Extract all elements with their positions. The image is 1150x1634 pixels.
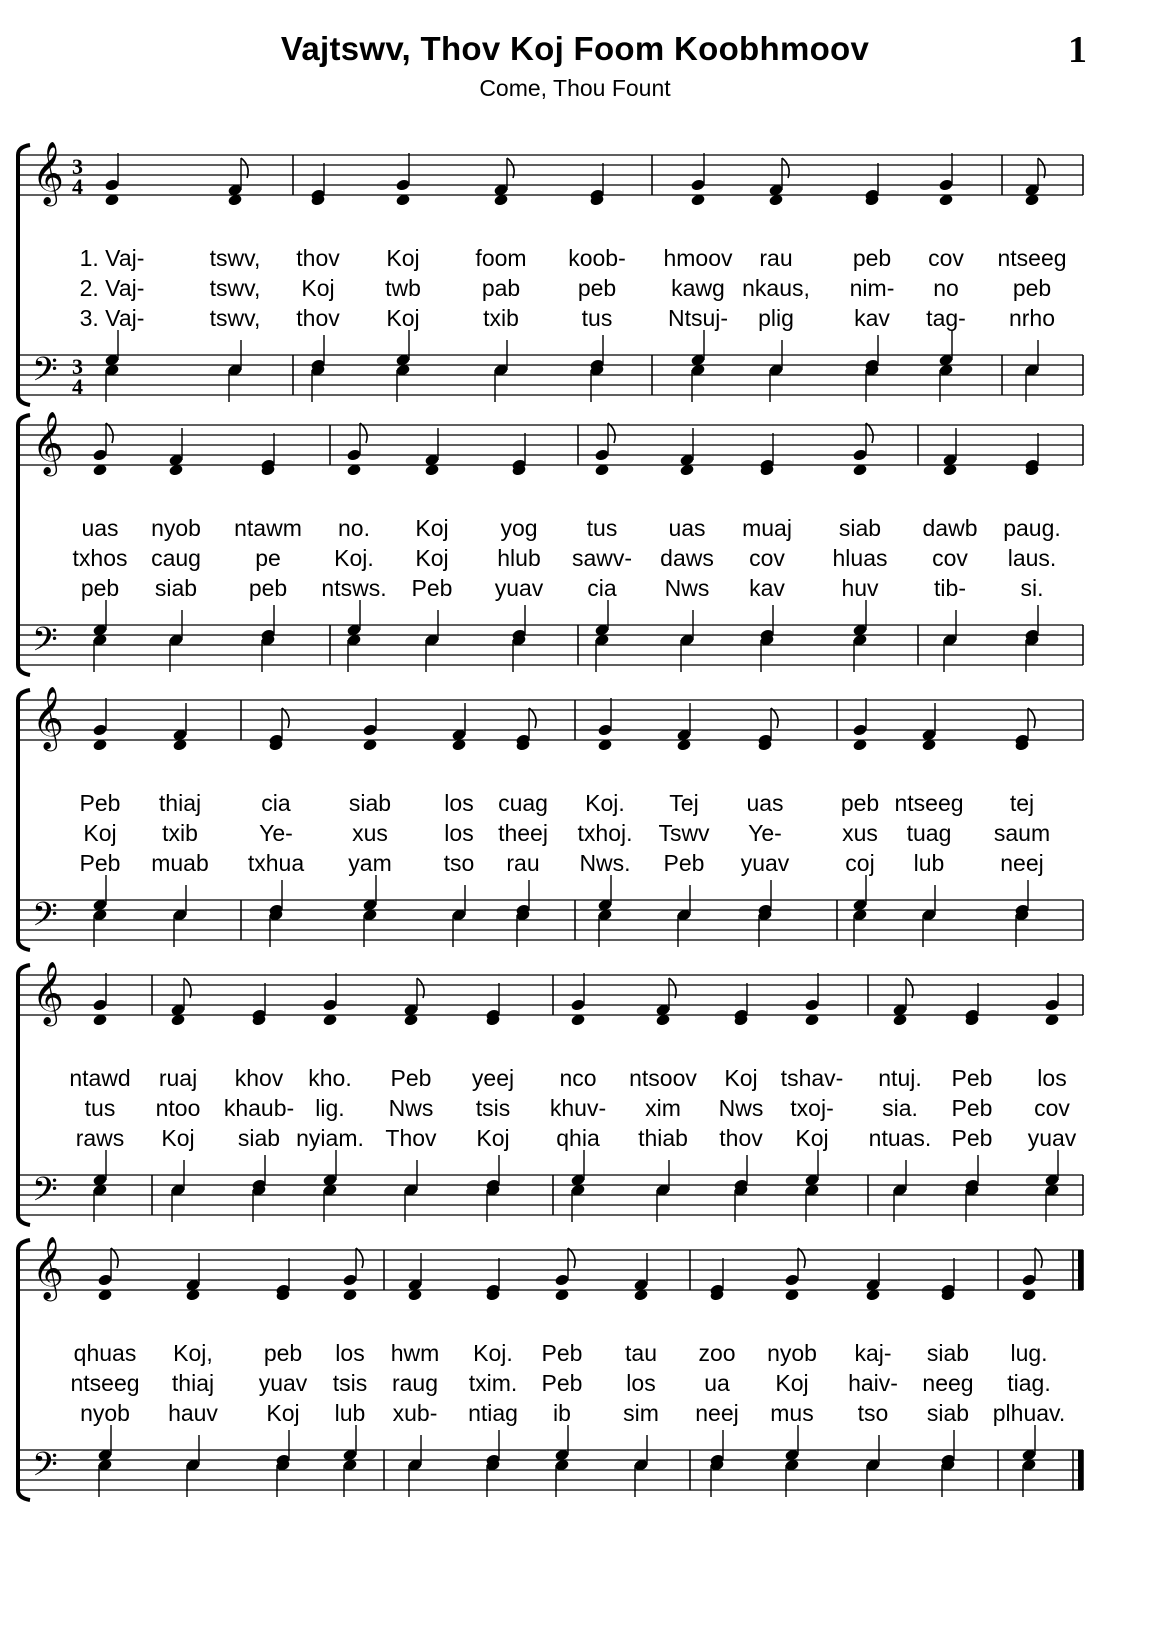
time-signature-top: 3 — [72, 154, 83, 179]
lyric-syllable: txim. — [468, 1370, 518, 1396]
lyric-syllable: peb — [852, 245, 892, 271]
lyric-syllable: sim — [623, 1400, 659, 1426]
lyric-syllable: Nws — [718, 1095, 764, 1121]
lyric-syllable: uas — [81, 515, 119, 541]
eighth-flag — [1028, 708, 1035, 728]
hymn-subtitle: Come, Thou Fount — [479, 75, 671, 101]
time-signature-top: 3 — [72, 354, 83, 379]
lyric-syllable: muab — [151, 850, 209, 876]
lyric-syllable: Peb — [951, 1125, 993, 1151]
lyric-syllable: Koj — [415, 515, 449, 541]
lyric-syllable: yuav — [494, 575, 544, 601]
lyric-syllable: qhia — [556, 1125, 600, 1151]
lyric-syllable: Koj. — [585, 790, 625, 816]
eighth-flag — [866, 423, 873, 443]
lyric-syllable: cov — [932, 545, 968, 571]
lyric-syllable: Ntsuj- — [667, 305, 729, 331]
lyric-syllable: Peb — [663, 850, 705, 876]
lyric-syllable: los — [626, 1370, 656, 1396]
verse-1-lyrics — [0, 1065, 1150, 1095]
lyric-syllable: nkaus, — [742, 275, 810, 301]
lyric-syllable: paug. — [1003, 515, 1061, 541]
lyric-syllable: plig — [758, 305, 794, 331]
lyric-syllable: ntawd — [69, 1065, 131, 1091]
lyric-syllable: lug. — [1010, 1340, 1048, 1366]
bass-clef-icon: 𝄢 — [32, 896, 58, 942]
lyric-syllable: los — [444, 820, 474, 846]
lyric-syllable: rau — [759, 245, 793, 271]
lyric-syllable: muaj — [742, 515, 792, 541]
lyric-syllable: ntsoov — [629, 1065, 697, 1091]
lyric-syllable: siab — [237, 1125, 281, 1151]
lyric-syllable: theej — [498, 820, 548, 846]
verse-2-lyrics — [0, 1095, 1150, 1125]
lyric-syllable: tsis — [332, 1370, 368, 1396]
lyric-syllable: tsis — [475, 1095, 511, 1121]
lyric-syllable: Koj — [724, 1065, 758, 1091]
lyric-syllable: peb — [1012, 275, 1052, 301]
system-1 — [0, 141, 1150, 415]
lyric-syllable: ib — [553, 1400, 571, 1426]
lyric-syllable: yuav — [1027, 1125, 1077, 1151]
lyric-syllable: uas — [668, 515, 706, 541]
lyric-syllable: yeej — [471, 1065, 515, 1091]
lyric-syllable: neeg — [922, 1370, 974, 1396]
lyric-syllable: xim — [645, 1095, 681, 1121]
lyric-syllable: txib — [483, 305, 519, 331]
eighth-flag — [111, 1248, 118, 1268]
lyric-syllable: pab — [481, 275, 521, 301]
eighth-flag — [282, 708, 289, 728]
lyric-syllable: Koj — [301, 275, 335, 301]
lyric-syllable: Koj, — [173, 1340, 213, 1366]
lyric-syllable: nyiam. — [296, 1125, 364, 1151]
lyric-syllable: hwm — [390, 1340, 440, 1366]
verse-2-lyrics — [0, 820, 1150, 850]
lyric-syllable: raug — [391, 1370, 439, 1396]
lyric-syllable: tiag. — [1007, 1370, 1051, 1396]
lyric-syllable: tuag — [906, 820, 952, 846]
bass-clef-icon: 𝄢 — [32, 351, 58, 397]
lyric-syllable: 1. Vaj- — [79, 245, 145, 271]
lyric-syllable: ntseeg — [70, 1370, 140, 1396]
lyric-syllable: mus — [770, 1400, 814, 1426]
lyric-syllable: cov — [928, 245, 964, 271]
lyric-syllable: huv — [841, 575, 879, 601]
lyric-syllable: peb — [840, 790, 880, 816]
lyric-syllable: txhoj. — [577, 820, 633, 846]
eighth-flag — [568, 1248, 575, 1268]
lyric-syllable: khuv- — [549, 1095, 607, 1121]
lyric-syllable: tus — [84, 1095, 116, 1121]
lyric-syllable: Ye- — [748, 820, 782, 846]
lyric-syllable: Koj — [795, 1125, 829, 1151]
lyric-syllable: tswv, — [209, 275, 261, 301]
lyric-syllable: Peb — [541, 1370, 583, 1396]
lyric-syllable: Peb — [79, 850, 121, 876]
bass-clef-icon: 𝄢 — [32, 1171, 58, 1217]
verse-3-lyrics — [0, 850, 1150, 880]
lyric-syllable: los — [1037, 1065, 1067, 1091]
lyric-syllable: Tswv — [658, 820, 710, 846]
lyric-syllable: hauv — [168, 1400, 218, 1426]
lyric-syllable: khaub- — [223, 1095, 295, 1121]
system-3 — [0, 686, 1150, 960]
verse-1-lyrics — [0, 1340, 1150, 1370]
lyric-syllable: cov — [1034, 1095, 1070, 1121]
lyric-syllable: tus — [586, 515, 618, 541]
bass-clef-icon: 𝄢 — [32, 621, 58, 667]
lyric-syllable: tau — [625, 1340, 657, 1366]
lyric-syllable: thov — [296, 245, 340, 271]
lyric-syllable: Nws — [664, 575, 710, 601]
lyric-syllable: cia — [587, 575, 617, 601]
treble-clef-icon: 𝄞 — [32, 141, 64, 204]
verse-3-lyrics — [0, 575, 1150, 605]
lyric-syllable: yog — [500, 515, 538, 541]
lyric-syllable: Koj — [161, 1125, 195, 1151]
treble-clef-icon: 𝄞 — [32, 1236, 64, 1299]
treble-clef-icon: 𝄞 — [32, 411, 64, 474]
lyric-syllable: ntiag — [468, 1400, 518, 1426]
lyric-syllable: Peb — [951, 1095, 993, 1121]
lyric-syllable: kav — [749, 575, 785, 601]
lyric-syllable: raws — [75, 1125, 125, 1151]
lyric-syllable: 2. Vaj- — [79, 275, 145, 301]
verse-3-lyrics — [0, 305, 1150, 335]
lyric-syllable: Koj. — [473, 1340, 513, 1366]
lyric-syllable: neej — [1000, 850, 1044, 876]
final-bar-line — [1078, 1250, 1083, 1290]
system-4 — [0, 961, 1150, 1235]
lyric-syllable: txoj- — [790, 1095, 834, 1121]
lyric-syllable: Peb — [541, 1340, 583, 1366]
verse-1-lyrics — [0, 515, 1150, 545]
lyric-syllable: ntsws. — [321, 575, 387, 601]
lyric-syllable: sia. — [882, 1095, 918, 1121]
verse-2-lyrics — [0, 275, 1150, 305]
lyric-syllable: yuav — [740, 850, 790, 876]
lyric-syllable: coj — [845, 850, 875, 876]
verse-2-lyrics — [0, 1370, 1150, 1400]
lyric-syllable: lig. — [315, 1095, 345, 1121]
lyric-syllable: haiv- — [848, 1370, 898, 1396]
lyric-syllable: khov — [234, 1065, 284, 1091]
lyric-syllable: hluas — [832, 545, 888, 571]
lyric-syllable: nco — [559, 1065, 597, 1091]
lyric-syllable: zoo — [698, 1340, 736, 1366]
lyric-syllable: thov — [296, 305, 340, 331]
lyric-syllable: Koj — [83, 820, 117, 846]
eighth-flag — [771, 708, 778, 728]
verse-2-lyrics — [0, 545, 1150, 575]
lyric-syllable: Koj — [266, 1400, 300, 1426]
eighth-flag — [360, 423, 367, 443]
lyric-syllable: peb — [80, 575, 120, 601]
lyric-syllable: Nws. — [579, 850, 631, 876]
lyric-syllable: yam — [348, 850, 392, 876]
lyric-syllable: txhua — [247, 850, 305, 876]
lyric-syllable: cia — [261, 790, 291, 816]
lyric-syllable: Peb — [390, 1065, 432, 1091]
lyric-syllable: Koj — [775, 1370, 809, 1396]
lyric-syllable: Koj — [415, 545, 449, 571]
lyric-syllable: lub — [913, 850, 945, 876]
lyric-syllable: no — [933, 275, 959, 301]
lyric-syllable: ntawm — [234, 515, 302, 541]
lyric-syllable: nyob — [80, 1400, 130, 1426]
lyric-syllable: peb — [248, 575, 288, 601]
verse-1-lyrics — [0, 245, 1150, 275]
lyric-syllable: ntuas. — [868, 1125, 932, 1151]
system-2 — [0, 411, 1150, 685]
lyric-syllable: xus — [842, 820, 878, 846]
eighth-flag — [529, 708, 536, 728]
lyric-syllable: Koj — [386, 305, 420, 331]
lyric-syllable: ntseeg — [997, 245, 1067, 271]
lyric-syllable: kho. — [308, 1065, 352, 1091]
lyric-syllable: Peb — [79, 790, 121, 816]
lyric-syllable: tus — [581, 305, 613, 331]
lyric-syllable: Koj. — [334, 545, 374, 571]
hymn-title: Vajtswv, Thov Koj Foom Koobhmoov — [280, 30, 870, 67]
eighth-flag — [608, 423, 615, 443]
lyric-syllable: thov — [719, 1125, 763, 1151]
eighth-flag — [1035, 1248, 1042, 1268]
lyric-syllable: siab — [348, 790, 392, 816]
lyric-syllable: tswv, — [209, 245, 261, 271]
lyric-syllable: nrho — [1008, 305, 1056, 331]
lyric-syllable: los — [444, 790, 474, 816]
lyric-syllable: ntoo — [155, 1095, 201, 1121]
lyric-syllable: ruaj — [158, 1065, 198, 1091]
lyric-syllable: laus. — [1007, 545, 1057, 571]
lyric-syllable: txib — [162, 820, 198, 846]
lyric-syllable: siab — [926, 1340, 970, 1366]
verse-3-lyrics — [0, 1125, 1150, 1155]
lyric-syllable: siab — [926, 1400, 970, 1426]
lyric-syllable: tib- — [934, 575, 966, 601]
final-bar-line — [1078, 1450, 1083, 1490]
lyric-syllable: siab — [838, 515, 882, 541]
eighth-flag — [106, 423, 113, 443]
lyric-syllable: Peb — [951, 1065, 993, 1091]
time-signature-bottom: 4 — [72, 374, 83, 399]
lyric-syllable: tso — [443, 850, 475, 876]
lyric-syllable: kav — [854, 305, 890, 331]
lyric-syllable: thiab — [638, 1125, 688, 1151]
lyric-syllable: qhuas — [73, 1340, 137, 1366]
lyric-syllable: caug — [151, 545, 201, 571]
lyric-syllable: Koj — [476, 1125, 510, 1151]
lyric-syllable: pe — [255, 545, 281, 571]
verse-3-lyrics — [0, 1400, 1150, 1430]
lyric-syllable: twb — [385, 275, 421, 301]
lyric-syllable: ntseeg — [894, 790, 964, 816]
lyric-syllable: Nws — [388, 1095, 434, 1121]
lyric-syllable: Koj — [386, 245, 420, 271]
eighth-flag — [356, 1248, 363, 1268]
verse-1-lyrics — [0, 790, 1150, 820]
lyric-syllable: 3. Vaj- — [79, 305, 145, 331]
lyric-syllable: peb — [263, 1340, 303, 1366]
lyric-syllable: Ye- — [259, 820, 293, 846]
lyric-syllable: tej — [1009, 790, 1035, 816]
lyric-syllable: kawg — [671, 275, 725, 301]
lyric-syllable: daws — [660, 545, 714, 571]
lyric-syllable: Tej — [669, 790, 699, 816]
lyric-syllable: kaj- — [854, 1340, 892, 1366]
lyric-syllable: peb — [577, 275, 617, 301]
lyric-syllable: cuag — [498, 790, 548, 816]
lyric-syllable: sawv- — [571, 545, 633, 571]
lyric-syllable: nyob — [151, 515, 201, 541]
lyric-syllable: xus — [352, 820, 388, 846]
lyric-syllable: xub- — [392, 1400, 438, 1426]
lyric-syllable: dawb — [922, 515, 978, 541]
lyric-syllable: rau — [506, 850, 540, 876]
lyric-syllable: siab — [154, 575, 198, 601]
lyric-syllable: hmoov — [663, 245, 733, 271]
lyric-syllable: txhos — [72, 545, 128, 571]
lyric-syllable: ntuj. — [878, 1065, 922, 1091]
lyric-syllable: lub — [334, 1400, 366, 1426]
lyric-syllable: ua — [704, 1370, 730, 1396]
lyric-syllable: plhuav. — [992, 1400, 1066, 1426]
lyric-syllable: thiaj — [158, 790, 202, 816]
system-5 — [0, 1236, 1150, 1510]
treble-clef-icon: 𝄞 — [32, 686, 64, 749]
lyric-syllable: hlub — [497, 545, 541, 571]
lyric-syllable: saum — [993, 820, 1051, 846]
lyric-syllable: los — [335, 1340, 365, 1366]
bass-clef-icon: 𝄢 — [32, 1446, 58, 1492]
time-signature-bottom: 4 — [72, 174, 83, 199]
eighth-flag — [798, 1248, 805, 1268]
lyric-syllable: cov — [749, 545, 785, 571]
lyric-syllable: neej — [695, 1400, 739, 1426]
lyric-syllable: no. — [338, 515, 370, 541]
lyric-syllable: uas — [746, 790, 784, 816]
treble-clef-icon: 𝄞 — [32, 961, 64, 1024]
page-number: 1 — [1068, 29, 1087, 71]
lyric-syllable: yuav — [258, 1370, 308, 1396]
lyric-syllable: thiaj — [171, 1370, 215, 1396]
lyric-syllable: si. — [1020, 575, 1044, 601]
lyric-syllable: Peb — [411, 575, 453, 601]
lyric-syllable: Thov — [385, 1125, 437, 1151]
lyric-syllable: tso — [857, 1400, 889, 1426]
lyric-syllable: koob- — [568, 245, 626, 271]
lyric-syllable: tag- — [926, 305, 966, 331]
lyric-syllable: nyob — [767, 1340, 817, 1366]
lyric-syllable: nim- — [849, 275, 895, 301]
lyric-syllable: tswv, — [209, 305, 261, 331]
lyric-syllable: foom — [475, 245, 527, 271]
lyric-syllable: tshav- — [780, 1065, 844, 1091]
